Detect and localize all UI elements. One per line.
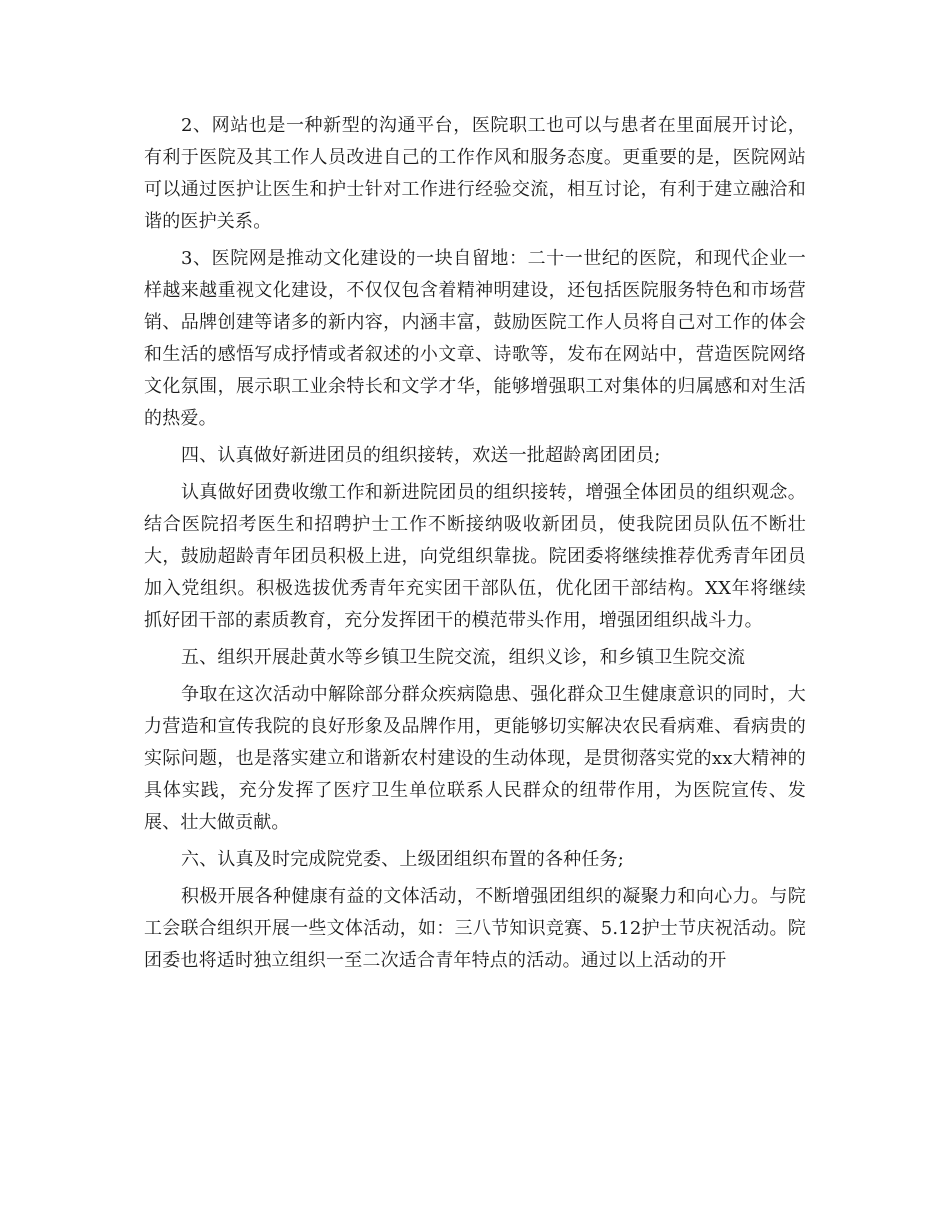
section-heading-six: 六、认真及时完成院党委、上级团组织布置的各种任务; <box>181 849 625 870</box>
document-page <box>144 110 806 982</box>
paragraph-township-exchange: 争取在这次活动中解除部分群众疾病隐患、强化群众卫生健康意识的同时，大力营造和宣传我院的良好形象及品牌作用，更能够切实解决农民看病难、看病贵的实际问题，也是落实建立和谐新农村建设的生动体现，是贯彻落实党的xx大精神的具体实践，充分发挥了医疗卫生单位联系人民群众的纽带作用，为医院宣传、发展、壮大做贡献。 <box>144 684 806 833</box>
section-heading-four: 四、认真做好新进团员的组织接转，欢送一批超龄离团团员; <box>181 445 661 466</box>
paragraph-cultural-activities: 积极开展各种健康有益的文体活动，不断增强团组织的凝聚力和向心力。与院工会联合组织开展一些文体活动，如：三八节知识竞赛、5.12护士节庆祝活动。院团委也将适时独立组织一至二次适合青年特点的活动。通过以上活动的开 <box>144 886 806 971</box>
section-heading-five: 五、组织开展赴黄水等乡镇卫生院交流，组织义诊，和乡镇卫生院交流 <box>181 647 746 668</box>
paragraph-website-communication: 2、网站也是一种新型的沟通平台，医院职工也可以与患者在里面展开讨论，有利于医院及其工作人员改进自己的工作作风和服务态度。更重要的是，医院网站可以通过医护让医生和护士针对工作进行经验交流，相互讨论，有利于建立融洽和谐的医护关系。 <box>144 115 806 232</box>
paragraph-member-transfer: 认真做好团费收缴工作和新进院团员的组织接转，增强全体团员的组织观念。结合医院招考医生和招聘护士工作不断接纳吸收新团员，使我院团员队伍不断壮大，鼓励超龄青年团员积极上进，向党组织靠拢。院团委将继续推荐优秀青年团员加入党组织。积极选拔优秀青年充实团干部队伍，优化团干部结构。XX年将继续抓好团干部的素质教育，充分发挥团干的模范带头作用，增强团组织战斗力。 <box>144 482 806 631</box>
paragraph-culture-building: 3、医院网是推动文化建设的一块自留地：二十一世纪的医院，和现代企业一样越来越重视文化建设，不仅仅包含着精神明建设，还包括医院服务特色和市场营销、品牌创建等诸多的新内容，内涵丰富，鼓励医院工作人员将自己对工作的体会和生活的感悟写成抒情或者叙述的小文章、诗歌等，发布在网站中，营造医院网络文化氛围，展示职工业余特长和文学才华，能够增强职工对集体的归属感和对生活的热爱。 <box>144 248 806 429</box>
